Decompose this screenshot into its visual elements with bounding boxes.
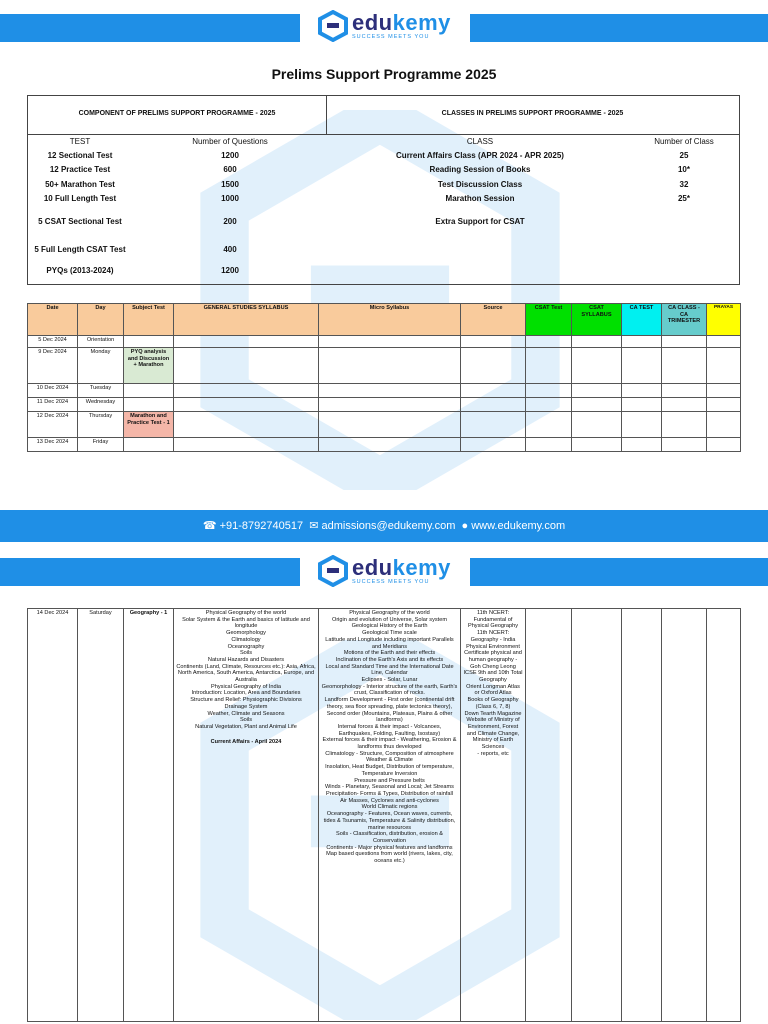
col-test-header: TEST	[69, 137, 91, 146]
class-name: Current Affairs Class (APR 2024 - APR 2025)	[396, 151, 564, 160]
row-date: 9 Dec 2024	[28, 348, 78, 384]
micro-line: Geological Time scale	[362, 630, 417, 637]
micro-line: Physical Geography of the world	[349, 610, 430, 616]
source-line: Down Tearth Magazine	[464, 710, 522, 717]
header-micro-syllabus: Micro Syllabus	[319, 304, 461, 336]
contact-email[interactable]: admissions@edukemy.com	[321, 520, 456, 532]
schedule-table-page2	[27, 608, 741, 1022]
gs-line: Natural Hazards and Disasters	[207, 656, 285, 663]
micro-syllabus-cell	[319, 609, 461, 1022]
micro-line: Landform Development - First order (continental drift theory, sea floor spreading, plate tectonics theory), Second order (Mountains, Plateaus, Plains & other landforms)	[324, 697, 455, 724]
class-count: 25	[679, 151, 689, 160]
component-box-hline	[27, 134, 739, 135]
row-day: Saturday	[78, 609, 124, 1022]
globe-icon: ●	[461, 520, 469, 532]
test-name: 5 Full Length CSAT Test	[34, 245, 126, 254]
gs-line: Oceanography	[227, 643, 265, 650]
gs-line: Geomorphology	[226, 630, 266, 637]
micro-line: World Climatic regions	[361, 804, 418, 811]
contact-bar	[0, 510, 768, 542]
gs-syllabus-cell	[174, 609, 319, 1022]
edukemy-logo-icon	[318, 10, 348, 42]
micro-line: Air Masses, Cyclones and anti-cyclones	[340, 797, 439, 804]
gs-line: Physical Geography of the world	[205, 610, 287, 616]
schedule-table	[27, 303, 741, 452]
row-date: 14 Dec 2024	[28, 609, 78, 1022]
header-csat-test: CSAT Test	[526, 304, 572, 336]
header-ca-class: CA CLASS - CA TRIMESTER	[662, 304, 707, 336]
contact-web[interactable]: www.edukemy.com	[471, 520, 566, 532]
edukemy-logo-icon	[318, 555, 348, 587]
micro-line: Inclination of the Earth's Axis and its effects	[335, 656, 444, 663]
table-row	[28, 348, 741, 384]
micro-line: Origin and evolution of Universe, Solar system	[331, 616, 448, 623]
edukemy-logo-2	[318, 555, 451, 587]
micro-line: Winds - Planetary, Seasonal and Local; Jet Streams	[325, 784, 454, 791]
micro-line: Eclipses - Solar, Lunar	[361, 677, 418, 684]
class-count: 10*	[677, 165, 690, 174]
row-day: Monday	[78, 348, 124, 384]
col-class-header: CLASS	[466, 137, 494, 146]
row-date: 5 Dec 2024	[28, 336, 78, 348]
table-row	[28, 438, 741, 452]
logo-name-part2: kemy	[392, 9, 451, 35]
mail-icon: ✉	[309, 520, 319, 532]
whatsapp-icon: ☎	[202, 520, 217, 532]
col-questions-header: Number of Questions	[192, 137, 268, 146]
source-line: Books of Geography (Class 6, 7, 8)	[467, 697, 519, 710]
source-line: Orient Longman Atlas or Oxford Atlas	[466, 683, 520, 697]
class-name: Reading Session of Books	[429, 165, 531, 174]
source-line: ICSE 9th and 10th Total Geography	[463, 670, 523, 684]
class-name: Marathon Session	[445, 194, 515, 203]
micro-line: Insolation, Heat Budget, Distribution of temperature, Temperature Inversion	[325, 764, 454, 777]
header-prayas: PRAYAS	[707, 304, 741, 336]
micro-line: Map based questions from world (rivers, lakes, city, oceans etc.)	[326, 851, 453, 865]
test-name: PYQs (2013-2024)	[46, 266, 114, 275]
row-date: 13 Dec 2024	[28, 438, 78, 452]
row-subject: Geography - 1	[124, 609, 174, 1022]
test-name: 5 CSAT Sectional Test	[38, 217, 122, 226]
row-day: Tuesday	[78, 384, 124, 398]
micro-line: Pressure and Pressure belts	[354, 777, 425, 784]
header-gs-syllabus: GENERAL STUDIES SYLLABUS	[174, 304, 319, 336]
component-box	[27, 95, 740, 285]
gs-line: Soils	[239, 717, 253, 724]
source-line: 11th NCERT: Fundamental of Physical Geography	[467, 610, 519, 630]
class-count: 32	[679, 180, 689, 189]
micro-line: Geomorphology - Interior structure of the earth, Earth's crust, Classification of rocks.	[321, 683, 458, 697]
test-questions: 200	[223, 217, 237, 226]
micro-line: Continents - Major physical features and landforms	[326, 844, 453, 851]
test-name: 12 Practice Test	[49, 165, 111, 174]
source-line: Certificate physical and human geography - Goh Cheng Leong	[464, 650, 522, 670]
current-affairs-line: Current Affairs - April 2024	[210, 738, 282, 745]
table-row	[28, 398, 741, 412]
header-source: Source	[461, 304, 526, 336]
page-title: Prelims Support Programme 2025	[271, 66, 497, 82]
source-line: - reports, etc	[477, 750, 509, 757]
row-day: Friday	[78, 438, 124, 452]
source-cell	[461, 609, 526, 1022]
row-date: 11 Dec 2024	[28, 398, 78, 412]
gs-line: Solar System & the Earth and basics of latitude and longitude	[182, 616, 310, 630]
logo-name-part2: kemy	[392, 554, 451, 580]
gs-line: Weather, Climate and Seasons	[207, 710, 285, 717]
source-line: 11th NCERT: Geography - India Physical Environment	[466, 630, 520, 650]
row-date: 12 Dec 2024	[28, 412, 78, 438]
row-day: Wednesday	[78, 398, 124, 412]
gs-line: Soils	[239, 650, 253, 657]
micro-line: Soils - Classification, distribution, erosion & Conservation	[336, 831, 443, 844]
micro-line: Internal forces & their impact - Volcanoes, Earthquakes, Folding, Faulting, Isostasy)	[337, 723, 442, 737]
gs-line: Physical Geography of India	[211, 683, 281, 690]
header-subject-test: Subject Test	[124, 304, 174, 336]
table-row	[28, 609, 741, 1022]
table-row	[28, 384, 741, 398]
table-row	[28, 412, 741, 438]
gs-line: Natural Vegetation, Plant and Animal Life	[195, 723, 297, 730]
row-day: Thursday	[78, 412, 124, 438]
test-questions: 1500	[221, 180, 239, 189]
col-num-class-header: Number of Class	[654, 137, 714, 146]
contact-phone[interactable]: +91-8792740517	[219, 520, 304, 532]
micro-line: Precipitation- Forms & Types, Distribution of rainfall	[325, 790, 454, 797]
header-date: Date	[28, 304, 78, 336]
class-name: Test Discussion Class	[437, 180, 523, 189]
header-csat-syllabus: CSAT SYLLABUS	[572, 304, 622, 336]
test-questions: 400	[223, 245, 237, 254]
row-day: Orientation	[78, 336, 124, 348]
class-count: 25*	[677, 194, 690, 203]
logo-tagline: SUCCESS MEETS YOU	[352, 33, 430, 40]
gs-line: Introduction: Location, Area and Boundaries	[191, 690, 301, 697]
gs-line: Continents (Land, Climate, Resources etc.): Asia, Africa, North America, South America, Antarctica, Europe, and Australia	[176, 663, 316, 684]
row-subject: PYQ analysis and Discussion + Marathon	[124, 348, 174, 384]
header-day: Day	[78, 304, 124, 336]
gs-line: Structure and Relief: Physiographic Divisions	[190, 697, 302, 704]
header-ca-test: CA TEST	[622, 304, 662, 336]
gs-line: Drainage System	[224, 703, 268, 710]
logo-tagline: SUCCESS MEETS YOU	[352, 578, 430, 585]
micro-line: Climatology - Structure, Composition of atmosphere	[325, 750, 454, 757]
component-right-heading: CLASSES IN PRELIMS SUPPORT PROGRAMME - 2025	[441, 110, 624, 117]
micro-line: Local and Standard Time and the International Date Line, Calendar	[325, 663, 454, 677]
source-line: Website of Ministry of Environment, Forest and Climate Change, Ministry of Earth Sciences	[466, 717, 520, 751]
micro-line: Latitude and Longitude including important Parallels and Meridians	[325, 636, 454, 650]
test-questions: 1200	[221, 151, 239, 160]
row-subject: Marathon and Practice Test - 1	[124, 412, 174, 438]
test-name: 12 Sectional Test	[47, 151, 113, 160]
micro-line: Geological History of the Earth	[351, 623, 428, 630]
row-date: 10 Dec 2024	[28, 384, 78, 398]
test-name: 10 Full Length Test	[43, 194, 117, 203]
gs-line: Climatology	[231, 636, 261, 643]
logo-name-part1: edu	[352, 9, 393, 35]
micro-line: External forces & their impact - Weathering, Erosion & landforms thus developed	[322, 737, 457, 751]
edukemy-logo	[318, 10, 451, 42]
test-name: 50+ Marathon Test	[45, 180, 115, 189]
micro-line: Weather & Climate	[366, 757, 413, 764]
micro-line: Oceanography - Features, Ocean waves, currents, tides & Tsunamis, Temperature & Salinity distribution, marine resources	[323, 811, 456, 831]
test-questions: 1000	[221, 194, 239, 203]
component-left-heading: COMPONENT OF PRELIMS SUPPORT PROGRAMME - 2025	[78, 110, 276, 117]
class-name: Extra Support for CSAT	[435, 217, 525, 226]
logo-name-part1: edu	[352, 554, 393, 580]
micro-line: Motions of the Earth and their effects	[343, 650, 436, 657]
test-questions: 600	[223, 165, 237, 174]
test-questions: 1200	[221, 266, 239, 275]
table-row	[28, 336, 741, 348]
